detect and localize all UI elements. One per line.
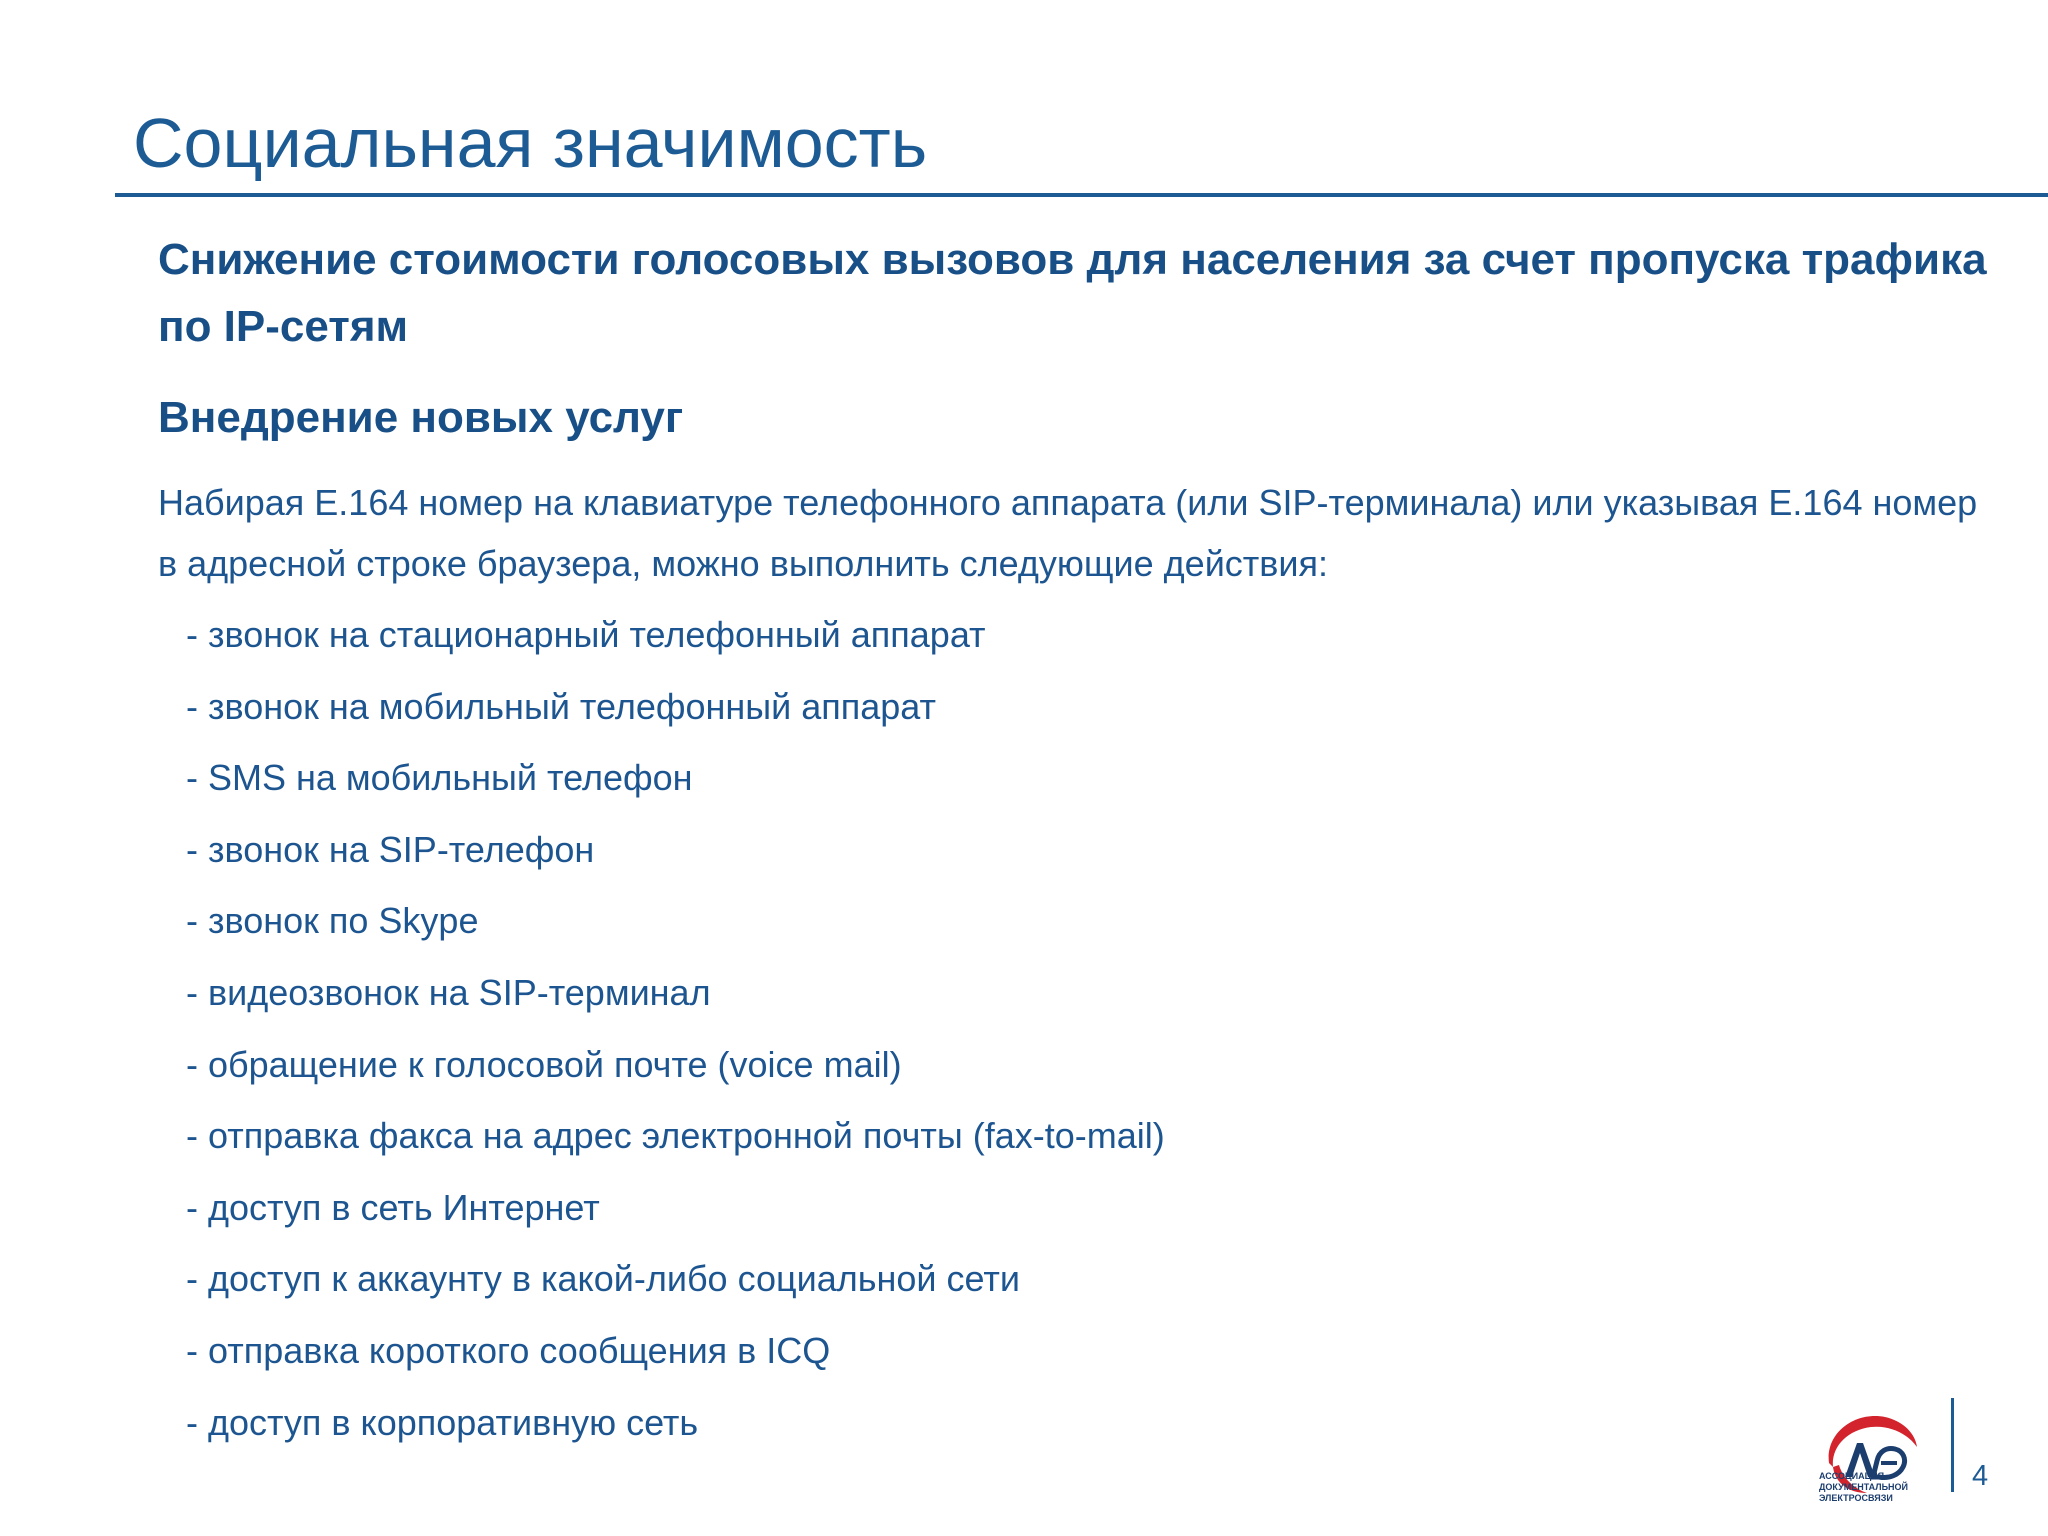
heading-new-services: Внедрение новых услуг: [158, 393, 684, 442]
list-item: - видеозвонок на SIP-терминал: [186, 971, 711, 1013]
footer-divider: [1951, 1398, 1954, 1492]
list-item: - доступ к аккаунту в какой-либо социальной сети: [186, 1258, 1020, 1300]
list-item: - обращение к голосовой почте (voice mail): [186, 1043, 902, 1085]
slide-title: Социальная значимость: [133, 104, 928, 182]
logo-caption: АССОЦИАЦИЯ ДОКУМЕНТАЛЬНОЙ ЭЛЕКТРОСВЯЗИ: [1819, 1471, 1909, 1503]
intro-paragraph: Набирая Е.164 номер на клавиатуре телефонного аппарата (или SIP-терминала) или указывая Е.164 номер в адресной строке браузера, можно выполнить следующие действия:: [158, 482, 1978, 584]
list-item: - звонок на мобильный телефонный аппарат: [186, 685, 937, 727]
list-item: - отправка факса на адрес электронной почты (fax-to-mail): [186, 1115, 1165, 1157]
list-item: - SMS на мобильный телефон: [186, 757, 693, 799]
list-item: - доступ в корпоративную сеть: [186, 1401, 699, 1443]
list-item: - звонок на SIP-телефон: [186, 828, 595, 870]
list-item: - звонок по Skype: [186, 900, 479, 942]
heading-cost-reduction: Снижение стоимости голосовых вызовов для населения за счет пропуска трафика по IP-сетям: [158, 235, 1987, 351]
actions-list: [186, 607, 1165, 1466]
list-item: - доступ в сеть Интернет: [186, 1186, 600, 1228]
list-item: - отправка короткого сообщения в ICQ: [186, 1329, 831, 1371]
title-divider: [115, 193, 2048, 197]
page-number: 4: [1972, 1460, 1989, 1492]
list-item: - звонок на стационарный телефонный аппарат: [186, 614, 986, 655]
